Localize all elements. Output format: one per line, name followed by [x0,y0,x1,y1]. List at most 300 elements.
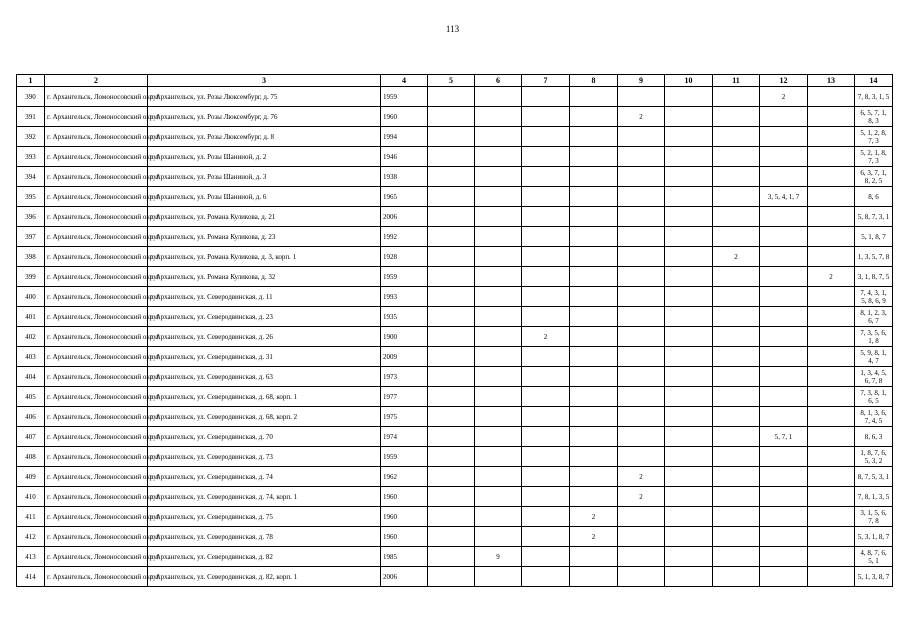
col11-cell [713,347,760,367]
col7-cell [522,447,570,467]
col5-cell [428,107,475,127]
col8-cell [570,547,618,567]
district-cell: г. Архангельск, Ломоносовский округ [45,307,148,327]
col14-cell: 5, 1, 2, 8, 7, 3 [855,127,893,147]
col13-cell [808,527,855,547]
address-cell: г. Архангельск, ул. Северодвинская, д. 74, корп. 1 [148,487,381,507]
col7-cell [522,307,570,327]
col12-cell [760,267,808,287]
address-cell: г. Архангельск, ул. Розы Люксембург, д. 75 [148,87,381,107]
row-number: 403 [17,347,45,367]
district-cell: г. Архангельск, Ломоносовский округ [45,447,148,467]
col5-cell [428,167,475,187]
col6-cell [475,327,522,347]
col7-cell [522,547,570,567]
district-cell: г. Архангельск, Ломоносовский округ [45,487,148,507]
col9-cell [618,427,665,447]
col10-cell [665,527,713,547]
table-row [17,447,893,467]
table-row [17,367,893,387]
col12-cell [760,147,808,167]
col12-cell [760,107,808,127]
table-row [17,487,893,507]
col13-cell [808,287,855,307]
col8-cell [570,367,618,387]
year-cell: 2006 [381,567,428,587]
col11-cell [713,447,760,467]
address-cell: г. Архангельск, ул. Романа Куликова, д. 32 [148,267,381,287]
col8-cell: 2 [570,507,618,527]
col8-cell [570,267,618,287]
district-cell: г. Архангельск, Ломоносовский округ [45,567,148,587]
col10-cell [665,267,713,287]
col14-cell: 1, 3, 5, 7, 8 [855,247,893,267]
address-cell: г. Архангельск, ул. Северодвинская, д. 68, корп. 1 [148,387,381,407]
col5-cell [428,287,475,307]
address-cell: г. Архангельск, ул. Розы Шаниной, д. 2 [148,147,381,167]
col5-cell [428,527,475,547]
col6-cell [475,87,522,107]
col5-cell [428,87,475,107]
column-header-3: 3 [148,75,381,87]
row-number: 392 [17,127,45,147]
col9-cell [618,347,665,367]
year-cell: 1938 [381,167,428,187]
col11-cell [713,267,760,287]
col9-cell [618,167,665,187]
col5-cell [428,307,475,327]
col14-cell: 8, 6, 3 [855,427,893,447]
col5-cell [428,247,475,267]
row-number: 409 [17,467,45,487]
col9-cell [618,447,665,467]
col12-cell [760,527,808,547]
table-row [17,527,893,547]
col10-cell [665,507,713,527]
table-row [17,347,893,367]
col7-cell [522,127,570,147]
col10-cell [665,127,713,147]
col6-cell [475,507,522,527]
col12-cell [760,127,808,147]
col7-cell: 2 [522,327,570,347]
col9-cell: 2 [618,107,665,127]
col13-cell [808,487,855,507]
row-number: 401 [17,307,45,327]
col14-cell: 8, 7, 5, 3, 1 [855,467,893,487]
col5-cell [428,487,475,507]
col6-cell [475,267,522,287]
col5-cell [428,427,475,447]
year-cell: 1994 [381,127,428,147]
table-row [17,247,893,267]
col5-cell [428,407,475,427]
col5-cell [428,347,475,367]
col13-cell: 2 [808,267,855,287]
col6-cell [475,147,522,167]
year-cell: 1959 [381,447,428,467]
year-cell: 1962 [381,467,428,487]
col9-cell [618,87,665,107]
col9-cell [618,507,665,527]
col8-cell [570,327,618,347]
col10-cell [665,427,713,447]
address-cell: г. Архангельск, ул. Розы Шаниной, д. 6 [148,187,381,207]
col6-cell [475,527,522,547]
col14-cell: 1, 8, 7, 6, 5, 3, 2 [855,447,893,467]
col13-cell [808,127,855,147]
col9-cell [618,207,665,227]
year-cell: 1985 [381,547,428,567]
col11-cell [713,287,760,307]
col9-cell [618,527,665,547]
col10-cell [665,447,713,467]
year-cell: 1935 [381,307,428,327]
row-number: 396 [17,207,45,227]
table-row [17,227,893,247]
col11-cell [713,407,760,427]
col14-cell: 4, 8, 7, 6, 5, 1 [855,547,893,567]
district-cell: г. Архангельск, Ломоносовский округ [45,247,148,267]
col14-cell: 5, 1, 3, 8, 7 [855,567,893,587]
column-header-14: 14 [855,75,893,87]
col8-cell [570,447,618,467]
col10-cell [665,367,713,387]
district-cell: г. Архангельск, Ломоносовский округ [45,507,148,527]
col12-cell [760,227,808,247]
address-cell: г. Архангельск, ул. Романа Куликова, д. 21 [148,207,381,227]
col14-cell: 7, 8, 3, 1, 5 [855,87,893,107]
address-cell: г. Архангельск, ул. Северодвинская, д. 23 [148,307,381,327]
col7-cell [522,147,570,167]
address-cell: г. Архангельск, ул. Северодвинская, д. 78 [148,527,381,547]
col5-cell [428,447,475,467]
col11-cell [713,167,760,187]
address-cell: г. Архангельск, ул. Розы Шаниной, д. 3 [148,167,381,187]
col9-cell: 2 [618,467,665,487]
col9-cell [618,187,665,207]
col7-cell [522,527,570,547]
col7-cell [522,287,570,307]
col6-cell [475,387,522,407]
row-number: 404 [17,367,45,387]
col8-cell [570,387,618,407]
col8-cell [570,207,618,227]
col9-cell [618,367,665,387]
col5-cell [428,227,475,247]
col6-cell [475,447,522,467]
year-cell: 2006 [381,207,428,227]
col13-cell [808,427,855,447]
district-cell: г. Архангельск, Ломоносовский округ [45,347,148,367]
col8-cell [570,427,618,447]
row-number: 408 [17,447,45,467]
col11-cell [713,547,760,567]
col7-cell [522,467,570,487]
col12-cell: 2 [760,87,808,107]
col11-cell [713,387,760,407]
col13-cell [808,547,855,567]
table-row [17,267,893,287]
col14-cell: 8, 1, 2, 3, 6, 7 [855,307,893,327]
col14-cell: 8, 1, 3, 6, 7, 4, 5 [855,407,893,427]
year-cell: 1992 [381,227,428,247]
address-cell: г. Архангельск, ул. Романа Куликова, д. 3, корп. 1 [148,247,381,267]
row-number: 405 [17,387,45,407]
col14-cell: 7, 4, 3, 1, 5, 8, 6, 9 [855,287,893,307]
col5-cell [428,327,475,347]
col6-cell [475,287,522,307]
col8-cell [570,167,618,187]
district-cell: г. Архангельск, Ломоносовский округ [45,207,148,227]
column-header-9: 9 [618,75,665,87]
address-cell: г. Архангельск, ул. Северодвинская, д. 75 [148,507,381,527]
col8-cell [570,247,618,267]
row-number: 400 [17,287,45,307]
address-cell: г. Архангельск, ул. Северодвинская, д. 31 [148,347,381,367]
table-row [17,567,893,587]
district-cell: г. Архангельск, Ломоносовский округ [45,387,148,407]
col10-cell [665,347,713,367]
col12-cell [760,247,808,267]
col12-cell [760,207,808,227]
address-cell: г. Архангельск, ул. Северодвинская, д. 70 [148,427,381,447]
col6-cell [475,407,522,427]
district-cell: г. Архангельск, Ломоносовский округ [45,467,148,487]
year-cell: 1960 [381,107,428,127]
district-cell: г. Архангельск, Ломоносовский округ [45,527,148,547]
year-cell: 1993 [381,287,428,307]
col8-cell [570,227,618,247]
col14-cell: 3, 1, 8, 7, 5 [855,267,893,287]
address-cell: г. Архангельск, ул. Северодвинская, д. 68, корп. 2 [148,407,381,427]
col12-cell [760,167,808,187]
col10-cell [665,187,713,207]
col11-cell: 2 [713,247,760,267]
col9-cell [618,547,665,567]
col13-cell [808,107,855,127]
col8-cell [570,407,618,427]
col8-cell [570,107,618,127]
col7-cell [522,367,570,387]
col13-cell [808,407,855,427]
col7-cell [522,227,570,247]
col8-cell: 2 [570,527,618,547]
col10-cell [665,87,713,107]
col5-cell [428,187,475,207]
col5-cell [428,507,475,527]
col7-cell [522,267,570,287]
col14-cell: 6, 3, 7, 1, 8, 2, 5 [855,167,893,187]
col12-cell: 3, 5, 4, 1, 7 [760,187,808,207]
col5-cell [428,387,475,407]
col11-cell [713,367,760,387]
col5-cell [428,207,475,227]
col8-cell [570,147,618,167]
col5-cell [428,147,475,167]
address-cell: г. Архангельск, ул. Северодвинская, д. 11 [148,287,381,307]
col13-cell [808,247,855,267]
row-number: 410 [17,487,45,507]
col10-cell [665,547,713,567]
col13-cell [808,467,855,487]
column-header-4: 4 [381,75,428,87]
col11-cell [713,307,760,327]
col10-cell [665,327,713,347]
col10-cell [665,567,713,587]
col9-cell [618,327,665,347]
col12-cell [760,287,808,307]
table-row [17,127,893,147]
building-registry-table [16,74,893,587]
col13-cell [808,507,855,527]
col9-cell [618,267,665,287]
col5-cell [428,547,475,567]
row-number: 393 [17,147,45,167]
year-cell: 2009 [381,347,428,367]
year-cell: 1965 [381,187,428,207]
col7-cell [522,107,570,127]
col10-cell [665,167,713,187]
col6-cell: 9 [475,547,522,567]
column-header-6: 6 [475,75,522,87]
col14-cell: 8, 6 [855,187,893,207]
row-number: 394 [17,167,45,187]
col12-cell: 5, 7, 1 [760,427,808,447]
col12-cell [760,567,808,587]
year-cell: 1960 [381,507,428,527]
address-cell: г. Архангельск, ул. Романа Куликова, д. 23 [148,227,381,247]
year-cell: 1960 [381,487,428,507]
col11-cell [713,107,760,127]
row-number: 407 [17,427,45,447]
table-row [17,287,893,307]
col8-cell [570,187,618,207]
col6-cell [475,247,522,267]
col6-cell [475,487,522,507]
col12-cell [760,407,808,427]
col14-cell: 5, 8, 7, 3, 1 [855,207,893,227]
col10-cell [665,387,713,407]
col7-cell [522,387,570,407]
row-number: 399 [17,267,45,287]
col14-cell: 6, 5, 7, 1, 8, 3 [855,107,893,127]
col9-cell [618,567,665,587]
col8-cell [570,347,618,367]
col11-cell [713,467,760,487]
col6-cell [475,347,522,367]
col10-cell [665,487,713,507]
col11-cell [713,567,760,587]
address-cell: г. Архангельск, ул. Северодвинская, д. 26 [148,327,381,347]
row-number: 390 [17,87,45,107]
address-cell: г. Архангельск, ул. Северодвинская, д. 73 [148,447,381,467]
col13-cell [808,187,855,207]
year-cell: 1973 [381,367,428,387]
year-cell: 1974 [381,427,428,447]
col12-cell [760,347,808,367]
col8-cell [570,467,618,487]
col6-cell [475,167,522,187]
col9-cell [618,127,665,147]
col12-cell [760,447,808,467]
col9-cell [618,287,665,307]
col11-cell [713,227,760,247]
column-header-5: 5 [428,75,475,87]
col12-cell [760,327,808,347]
col6-cell [475,227,522,247]
col7-cell [522,187,570,207]
column-header-7: 7 [522,75,570,87]
table-row [17,387,893,407]
column-header-2: 2 [45,75,148,87]
col9-cell: 2 [618,487,665,507]
col10-cell [665,147,713,167]
address-cell: г. Архангельск, ул. Северодвинская, д. 82 [148,547,381,567]
col7-cell [522,407,570,427]
col10-cell [665,107,713,127]
table-row [17,207,893,227]
col8-cell [570,287,618,307]
table-row [17,107,893,127]
address-cell: г. Архангельск, ул. Северодвинская, д. 82, корп. 1 [148,567,381,587]
col10-cell [665,467,713,487]
col9-cell [618,147,665,167]
district-cell: г. Архангельск, Ломоносовский округ [45,147,148,167]
col11-cell [713,507,760,527]
col14-cell: 7, 3, 8, 1, 6, 5 [855,387,893,407]
table-row [17,147,893,167]
col14-cell: 3, 1, 5, 6, 7, 8 [855,507,893,527]
col12-cell [760,467,808,487]
col7-cell [522,167,570,187]
col8-cell [570,307,618,327]
col6-cell [475,127,522,147]
year-cell: 1928 [381,247,428,267]
district-cell: г. Архангельск, Ломоносовский округ [45,127,148,147]
col6-cell [475,207,522,227]
district-cell: г. Архангельск, Ломоносовский округ [45,227,148,247]
col14-cell: 7, 3, 5, 6, 1, 8 [855,327,893,347]
col11-cell [713,87,760,107]
col12-cell [760,487,808,507]
year-cell: 1977 [381,387,428,407]
year-cell: 1959 [381,267,428,287]
col13-cell [808,147,855,167]
row-number: 398 [17,247,45,267]
table-row [17,87,893,107]
col7-cell [522,487,570,507]
col11-cell [713,487,760,507]
col9-cell [618,247,665,267]
column-header-8: 8 [570,75,618,87]
col6-cell [475,107,522,127]
col14-cell: 5, 9, 8, 1, 4, 7 [855,347,893,367]
district-cell: г. Архангельск, Ломоносовский округ [45,267,148,287]
header-row [17,75,893,87]
col9-cell [618,407,665,427]
col9-cell [618,387,665,407]
col13-cell [808,327,855,347]
col11-cell [713,527,760,547]
col11-cell [713,427,760,447]
year-cell: 1946 [381,147,428,167]
table-row [17,467,893,487]
row-number: 412 [17,527,45,547]
col8-cell [570,487,618,507]
row-number: 391 [17,107,45,127]
col13-cell [808,387,855,407]
